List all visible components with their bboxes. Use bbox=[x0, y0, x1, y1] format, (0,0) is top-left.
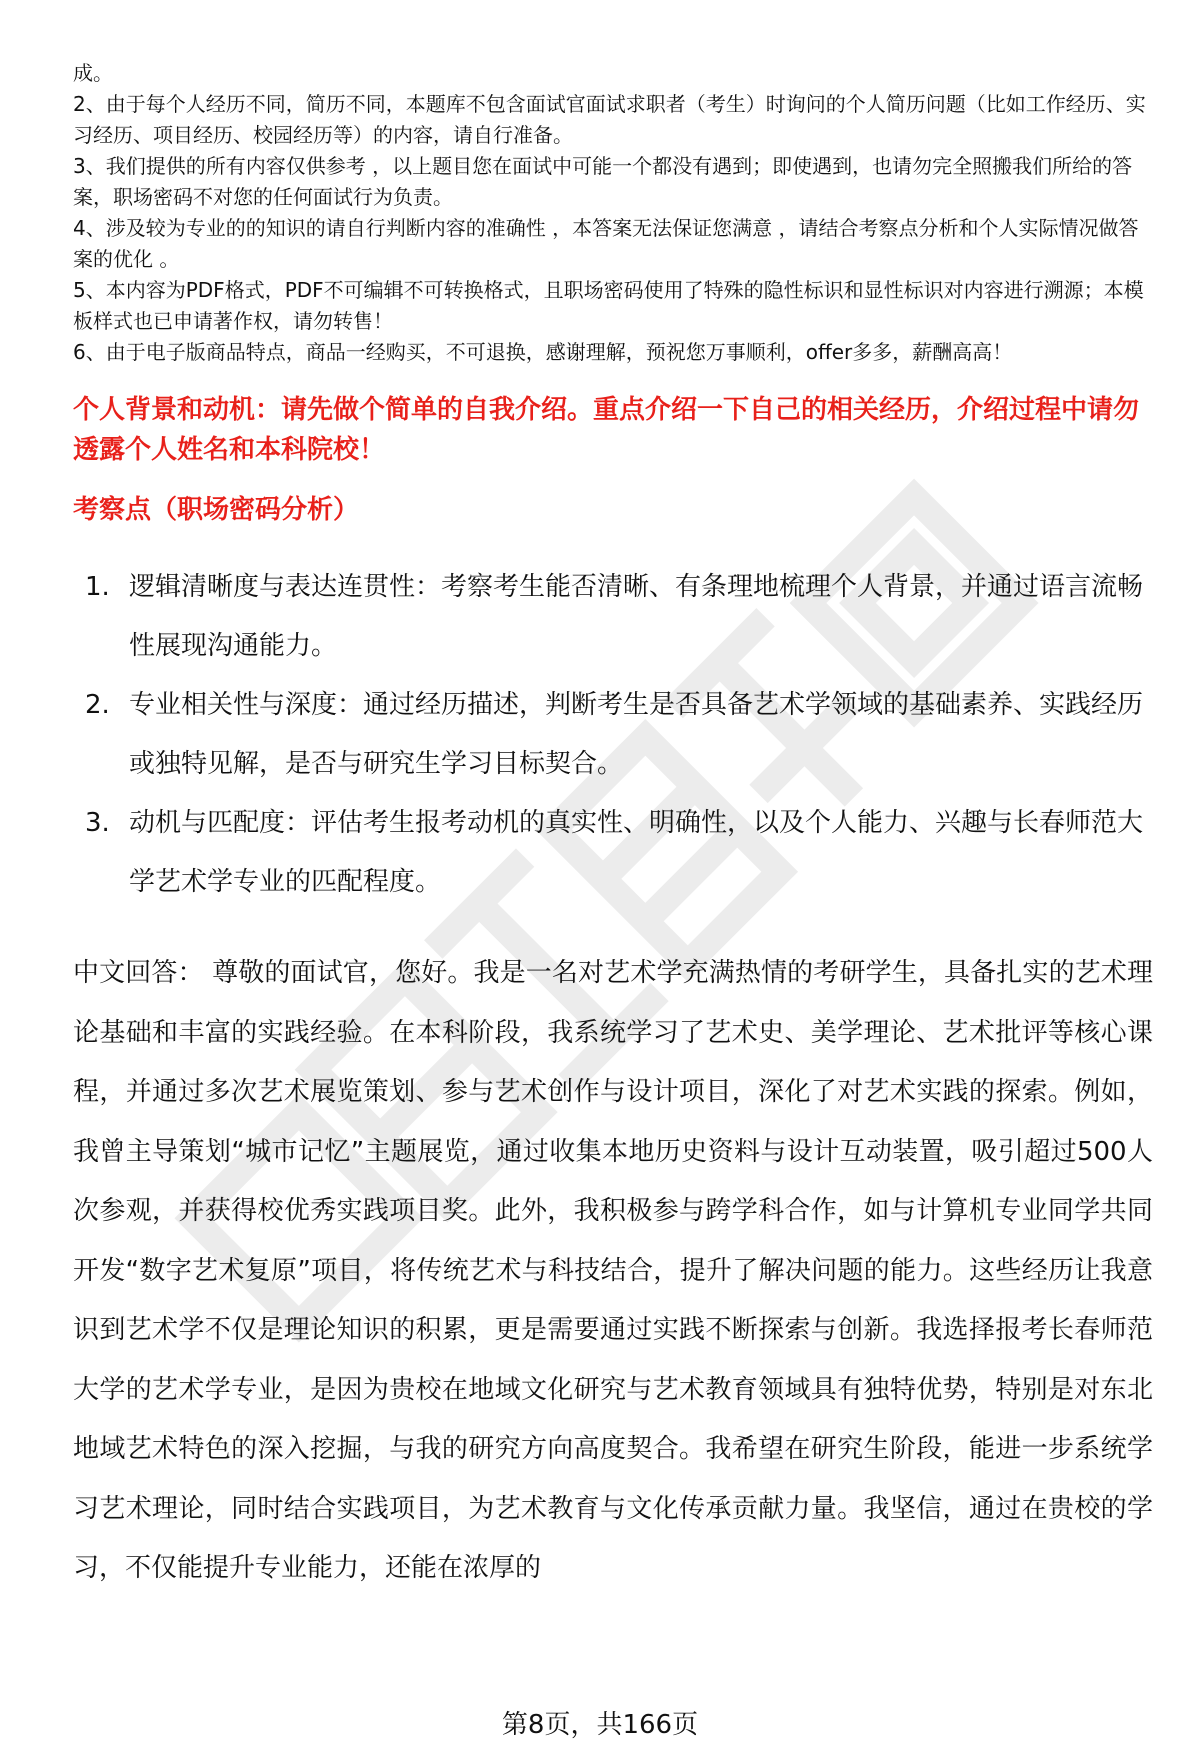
point-text: 专业相关性与深度：通过经历描述，判断考生是否具备艺术学领域的基础素养、实践经历或独特见解，是否与研究生学习目标契合。 bbox=[129, 690, 1144, 779]
note-line: 6、由于电子版商品特点，商品一经购买，不可退换，感谢理解，预祝您万事顺利，offer多多，薪酬高高！ bbox=[73, 340, 1013, 364]
analysis-point bbox=[73, 794, 1153, 912]
point-number: 3. bbox=[85, 808, 110, 838]
page-number-footer: 第8页，共166页 bbox=[501, 1710, 699, 1740]
note-line: 3、我们提供的所有内容仅供参考 ，以上题目您在面试中可能一个都没有遇到；即使遇到，也请勿完全照搬我们所给的答案，职场密码不对您的任何面试行为负责。 bbox=[73, 154, 1133, 209]
answer-paragraph: 中文回答： 尊敬的面试官，您好。我是一名对艺术学充满热情的考研学生，具备扎实的艺术理论基础和丰富的实践经验。在本科阶段，我系统学习了艺术史、美学理论、艺术批评等核心课程，并通过多次艺术展览策划、参与艺术创作与设计项目，深化了对艺术实践的探索。例如，我曾主导策划“城市记忆”主题展览，通过收集本地历史资料与设计互动装置，吸引超过500人次参观，并获得校优秀实践项目奖。此外，我积极参与跨学科合作，如与计算机专业同学共同开发“数字艺术复原”项目，将传统艺术与科技结合，提升了解决问题的能力。这些经历让我意识到艺术学不仅是理论知识的积累，更是需要通过实践不断探索与创新。我选择报考长春师范大学的艺术学专业，是因为贵校在地域文化研究与艺术教育领域具有独特优势，特别是对东北地域艺术特色的深入挖掘，与我的研究方向高度契合。我希望在研究生阶段，能进一步系统学习艺术理论，同时结合实践项目，为艺术教育与文化传承贡献力量。我坚信，通过在贵校的学习，不仅能提升专业能力，还能在浓厚的 bbox=[73, 958, 1153, 1583]
note-line: 4、涉及较为专业的的知识的请自行判断内容的准确性 ，本答案无法保证您满意 ，请结合考察点分析和个人实际情况做答案的优化 。 bbox=[73, 216, 1139, 271]
point-number: 2. bbox=[85, 690, 110, 720]
point-number: 1. bbox=[85, 572, 110, 602]
note-line: 2、由于每个人经历不同，简历不同，本题库不包含面试官面试求职者（考生）时询问的个人简历问题（比如工作经历、实习经历、项目经历、校园经历等）的内容，请自行准备。 bbox=[73, 92, 1146, 147]
analysis-point bbox=[73, 676, 1153, 794]
question-heading: 个人背景和动机：请先做个简单的自我介绍。重点介绍一下自己的相关经历，介绍过程中请勿透露个人姓名和本科院校！ bbox=[73, 395, 1140, 465]
notes-block bbox=[73, 58, 1153, 368]
content-area bbox=[73, 58, 1153, 1599]
point-text: 逻辑清晰度与表达连贯性：考察考生能否清晰、有条理地梳理个人背景，并通过语言流畅性展现沟通能力。 bbox=[129, 572, 1144, 661]
analysis-points-list bbox=[73, 558, 1153, 912]
note-line: 成。 bbox=[73, 61, 113, 85]
point-text: 动机与匹配度：评估考生报考动机的真实性、明确性，以及个人能力、兴趣与长春师范大学艺术学专业的匹配程度。 bbox=[129, 808, 1144, 897]
note-line: 5、本内容为PDF格式，PDF不可编辑不可转换格式，且职场密码使用了特殊的隐性标识和显性标识对内容进行溯源；本模板样式也已申请著作权，请勿转售！ bbox=[73, 278, 1144, 333]
analysis-point bbox=[73, 558, 1153, 676]
analysis-section-title: 考察点（职场密码分析） bbox=[73, 495, 360, 525]
